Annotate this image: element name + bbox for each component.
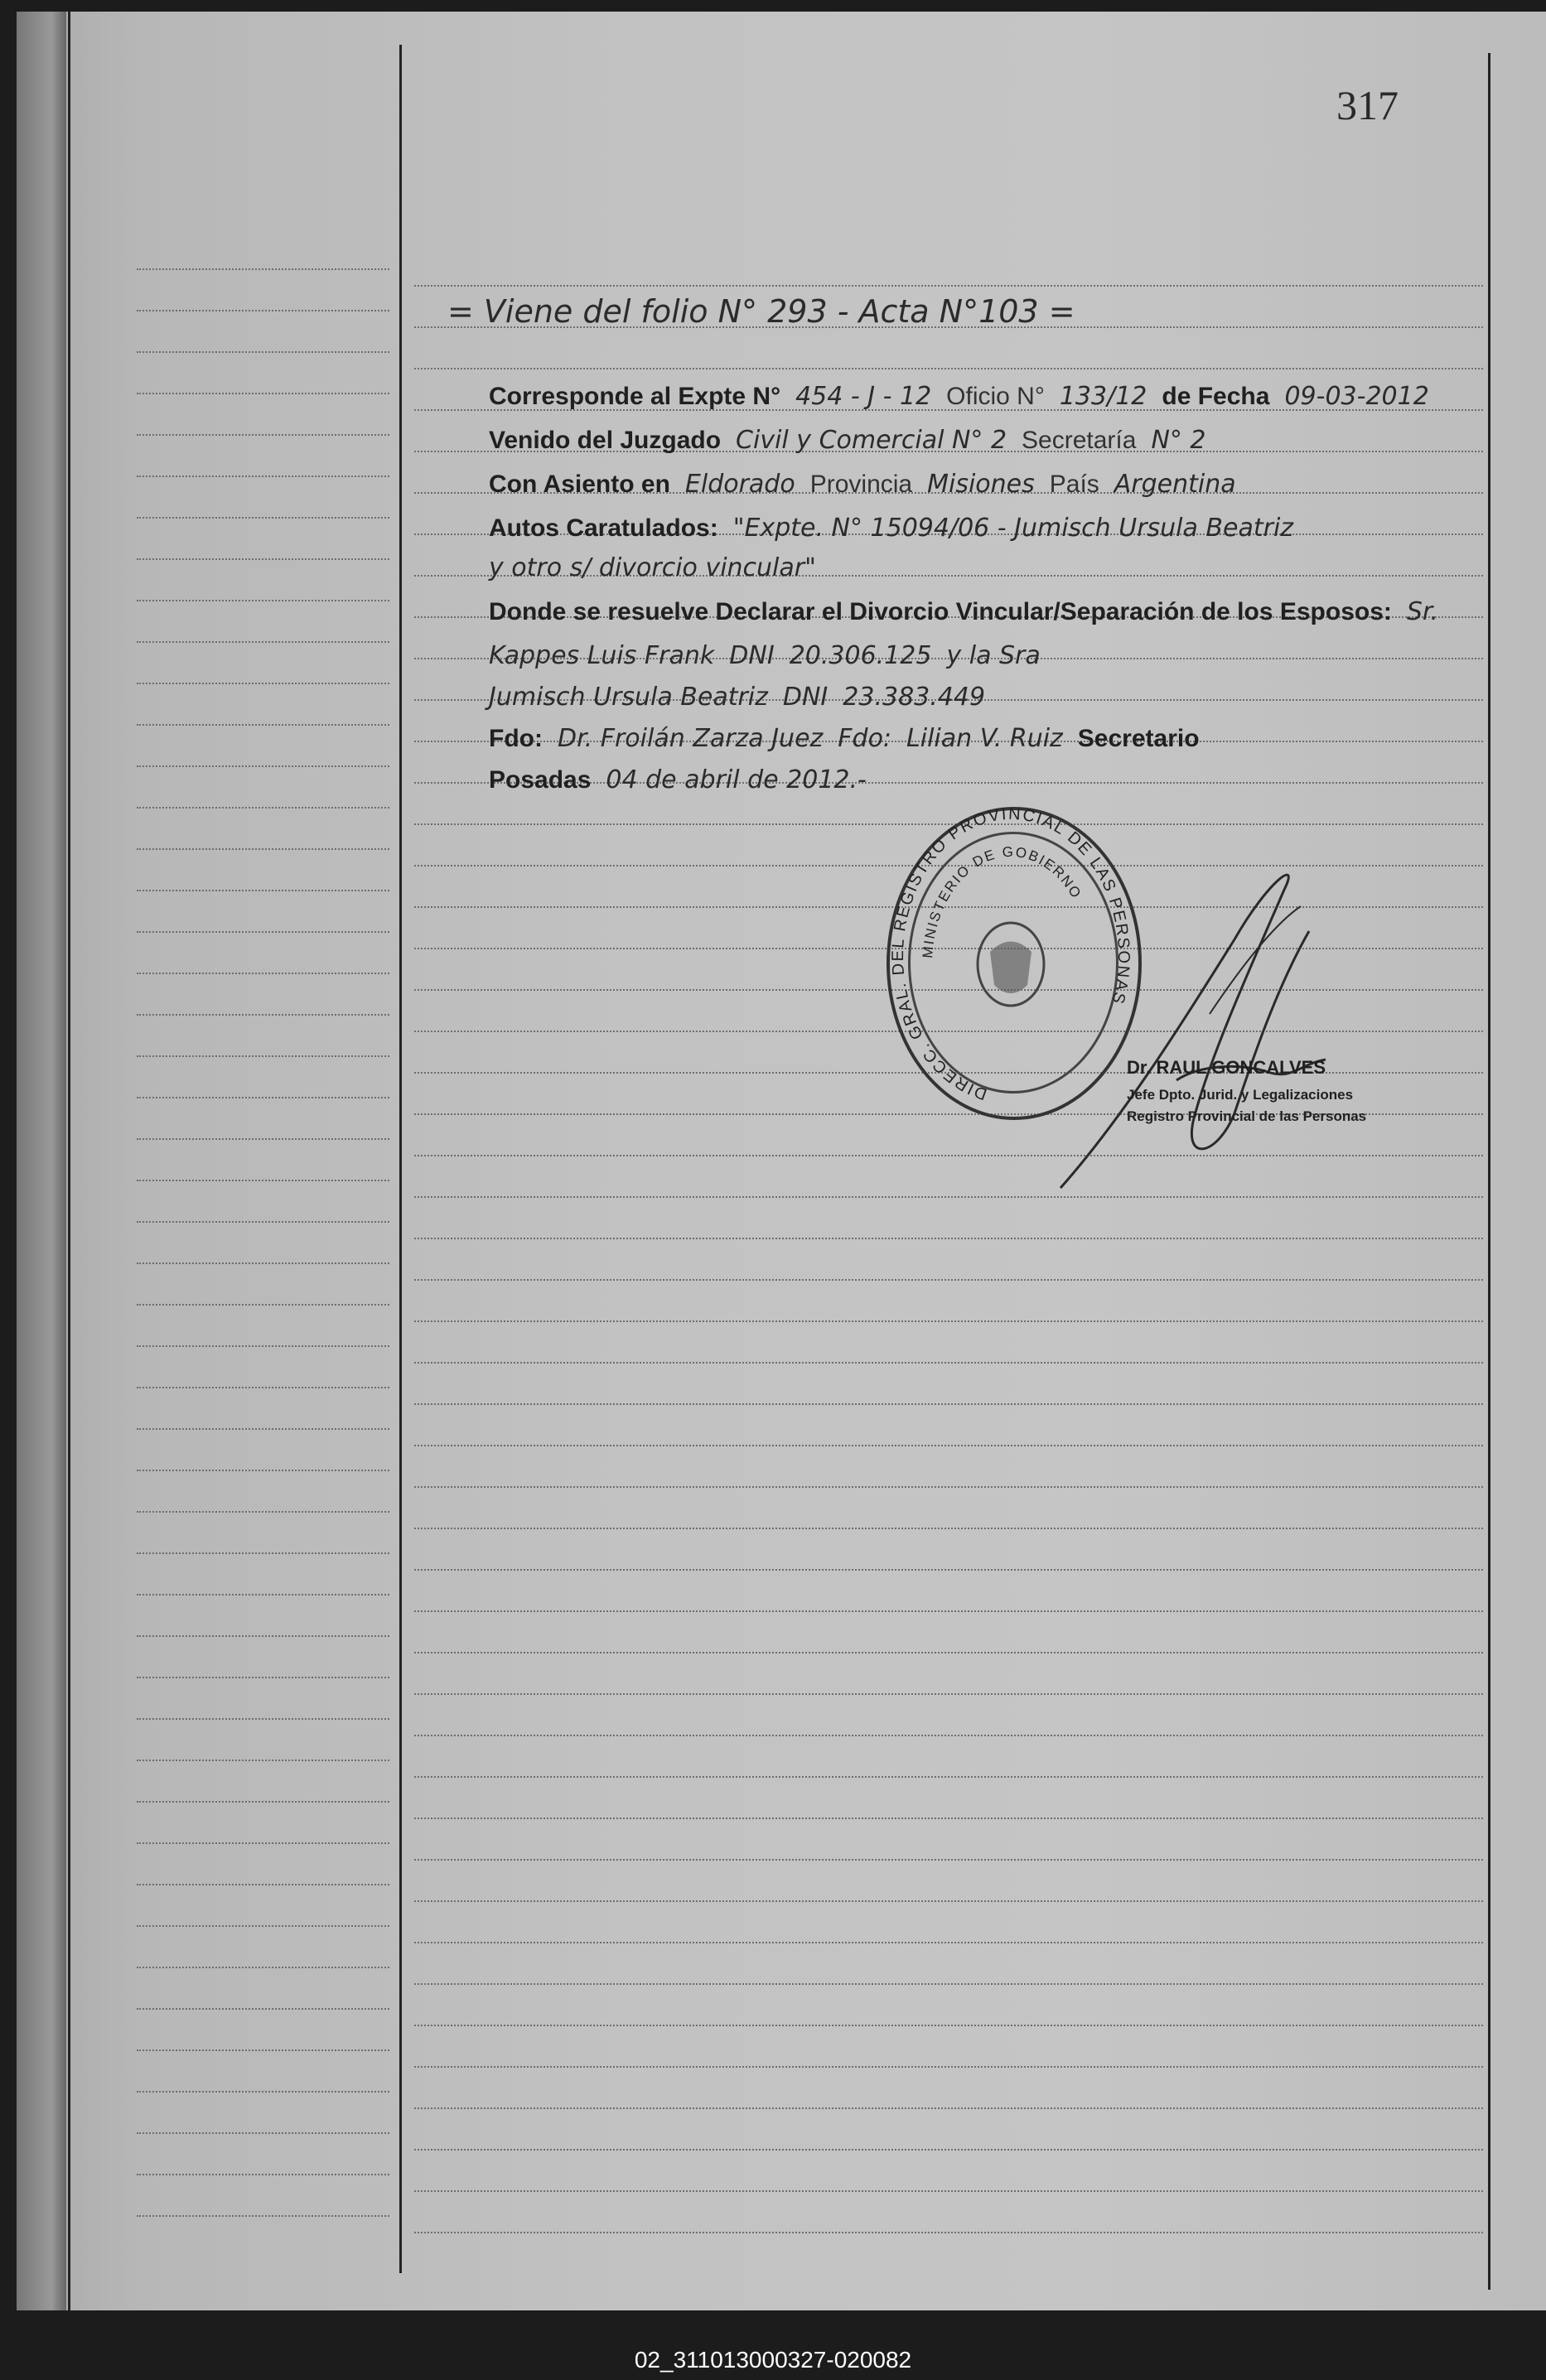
ruled-line <box>137 517 389 519</box>
ruled-line <box>137 558 389 560</box>
label: Venido del Juzgado <box>489 427 722 454</box>
ruled-line <box>414 2190 1483 2192</box>
value: y la Sra <box>946 641 1041 670</box>
ruled-line <box>137 476 389 477</box>
ruled-line <box>137 1387 389 1388</box>
ruled-line <box>137 1594 389 1596</box>
value: Jumisch Ursula Beatriz <box>489 683 768 712</box>
ruled-line <box>137 1262 389 1264</box>
margin-line-middle <box>399 45 402 2273</box>
value: Kappes Luis Frank <box>489 641 715 670</box>
value: 09-03-2012 <box>1284 382 1429 411</box>
ruled-line <box>137 890 389 891</box>
value: 04 de abril de 2012.- <box>606 765 867 794</box>
value: 454 - J - 12 <box>795 382 932 411</box>
ruled-line <box>414 1942 1483 1943</box>
label: Secretario <box>1077 725 1200 752</box>
ruled-line <box>414 1983 1483 1985</box>
value: Misiones <box>927 470 1035 499</box>
ruled-line <box>137 1967 389 1968</box>
ruled-line <box>414 1859 1483 1861</box>
ruled-line <box>137 2174 389 2175</box>
label: Secretaría <box>1022 427 1137 454</box>
value: Dr. Froilán Zarza Juez <box>557 724 824 753</box>
value: Civil y Comercial N° 2 <box>736 426 1007 455</box>
ruled-line <box>137 641 389 643</box>
label: DNI <box>729 641 775 670</box>
ruled-line <box>137 2008 389 2010</box>
ruled-line <box>414 1486 1483 1488</box>
ruled-line <box>137 393 389 394</box>
ruled-line <box>414 1818 1483 1819</box>
form-line-4 <box>489 512 1442 545</box>
ruled-line <box>137 2132 389 2134</box>
signatory-title-2: Registro Provincial de las Personas <box>1127 1108 1367 1124</box>
ruled-line <box>414 2107 1483 2109</box>
svg-text:MINISTERIO DE GOBIERNO: MINISTERIO DE GOBIERNO <box>920 843 1085 959</box>
value: "Expte. N° 15094/06 - Jumisch Ursula Beatriz <box>732 514 1294 543</box>
value: 20.306.125 <box>789 641 932 670</box>
ruled-line <box>137 683 389 684</box>
ruled-line <box>414 1776 1483 1778</box>
ruled-line <box>137 1635 389 1637</box>
ruled-line <box>137 1925 389 1927</box>
ruled-line <box>137 724 389 726</box>
ruled-line <box>414 1610 1483 1612</box>
ruled-line <box>414 2025 1483 2026</box>
label: Donde se resuelve Declarar el Divorcio Vincular/Separación de los Esposos: <box>489 598 1392 625</box>
ruled-line <box>137 1055 389 1057</box>
ruled-line <box>414 1569 1483 1571</box>
form-line-8 <box>489 681 1442 714</box>
form-line-7 <box>489 640 1442 673</box>
ruled-line <box>137 2215 389 2217</box>
ruled-line <box>414 1735 1483 1736</box>
ruled-line <box>414 2149 1483 2151</box>
value: Eldorado <box>684 470 795 499</box>
form-line-1 <box>489 380 1442 413</box>
ruled-line <box>137 1884 389 1885</box>
value: Sr. <box>1406 597 1439 626</box>
ruled-line <box>137 848 389 850</box>
value: 133/12 <box>1059 382 1147 411</box>
ruled-lines-left <box>137 12 389 2248</box>
ruled-line <box>137 310 389 311</box>
page-number: 317 <box>1336 82 1399 128</box>
signatory-name: Dr. RAUL GONCALVES <box>1127 1057 1326 1078</box>
margin-line-left <box>68 12 70 2310</box>
ruled-line <box>137 1677 389 1678</box>
label: Con Asiento en <box>489 471 670 498</box>
value: N° 2 <box>1151 426 1206 455</box>
signature-scribble <box>1027 840 1375 1221</box>
value: Lilian V. Ruiz <box>906 724 1063 753</box>
label: Corresponde al Expte N° <box>489 383 781 410</box>
ruled-line <box>414 1445 1483 1446</box>
ruled-line <box>137 1511 389 1513</box>
ruled-line <box>137 1842 389 1844</box>
label: Autos Caratulados: <box>489 514 718 542</box>
form-line-9 <box>489 722 1442 756</box>
ruled-line <box>137 1138 389 1140</box>
ruled-line <box>414 1528 1483 1529</box>
ruled-line <box>137 1180 389 1181</box>
ruled-line <box>137 434 389 436</box>
ruled-line <box>414 1900 1483 1902</box>
ruled-line <box>414 1652 1483 1653</box>
ruled-line <box>137 807 389 809</box>
form-line-2 <box>489 424 1442 457</box>
ruled-line <box>414 285 1483 287</box>
value: 23.383.449 <box>843 683 986 712</box>
ruled-line <box>137 1304 389 1306</box>
signatory-title-1: Jefe Dpto. Jurid. y Legalizaciones <box>1127 1087 1354 1103</box>
ruled-line <box>137 600 389 601</box>
ruled-line <box>414 1238 1483 1239</box>
form-line-10 <box>489 764 1442 797</box>
ruled-line <box>414 2232 1483 2233</box>
ruled-line <box>414 1362 1483 1364</box>
ruled-line <box>137 1760 389 1761</box>
header-line: = Viene del folio N° 293 - Acta N°103 = <box>447 293 1075 330</box>
ruled-line <box>137 1221 389 1223</box>
document-page <box>17 12 1546 2310</box>
form-line-6 <box>489 596 1442 629</box>
ruled-line <box>137 1470 389 1471</box>
ruled-line <box>137 765 389 767</box>
ruled-line <box>137 973 389 974</box>
label: Provincia <box>809 471 913 498</box>
label: Posadas <box>489 766 592 794</box>
footer-code: 02_311013000327-020082 <box>634 2347 912 2373</box>
label: Fdo: <box>838 724 892 753</box>
ruled-line <box>137 2049 389 2051</box>
ruled-line <box>137 1014 389 1016</box>
svg-text:DIRECC. GRAL. DEL REGISTRO PRO: DIRECC. GRAL. DEL REGISTRO PROVINCIAL DE LAS PERSONAS <box>889 807 1133 1103</box>
label: de Fecha <box>1162 383 1270 410</box>
ruled-line <box>137 1345 389 1347</box>
label: DNI <box>782 683 829 712</box>
form-line-5 <box>489 552 1442 585</box>
ruled-line <box>137 1097 389 1098</box>
label: Fdo: <box>489 725 543 752</box>
ruled-line <box>414 1693 1483 1695</box>
signature-block <box>1127 1057 1366 1125</box>
ruled-line <box>414 1403 1483 1405</box>
value: y otro s/ divorcio vincular" <box>489 553 816 582</box>
ruled-line <box>414 1279 1483 1281</box>
ruled-line <box>137 1718 389 1720</box>
ruled-line <box>414 2066 1483 2068</box>
ruled-line <box>414 368 1483 369</box>
ruled-line <box>414 1320 1483 1322</box>
ruled-line <box>137 1428 389 1430</box>
label: Oficio N° <box>946 383 1045 410</box>
facing-page-edge <box>17 12 66 2310</box>
ruled-line <box>137 351 389 353</box>
ruled-line <box>137 931 389 933</box>
margin-line-right <box>1488 53 1490 2290</box>
label: País <box>1049 471 1099 498</box>
ruled-line <box>137 2091 389 2093</box>
ruled-line <box>137 268 389 270</box>
value: Argentina <box>1114 470 1236 499</box>
form-line-3 <box>489 468 1442 501</box>
ruled-line <box>137 1552 389 1554</box>
ruled-line <box>137 1801 389 1803</box>
